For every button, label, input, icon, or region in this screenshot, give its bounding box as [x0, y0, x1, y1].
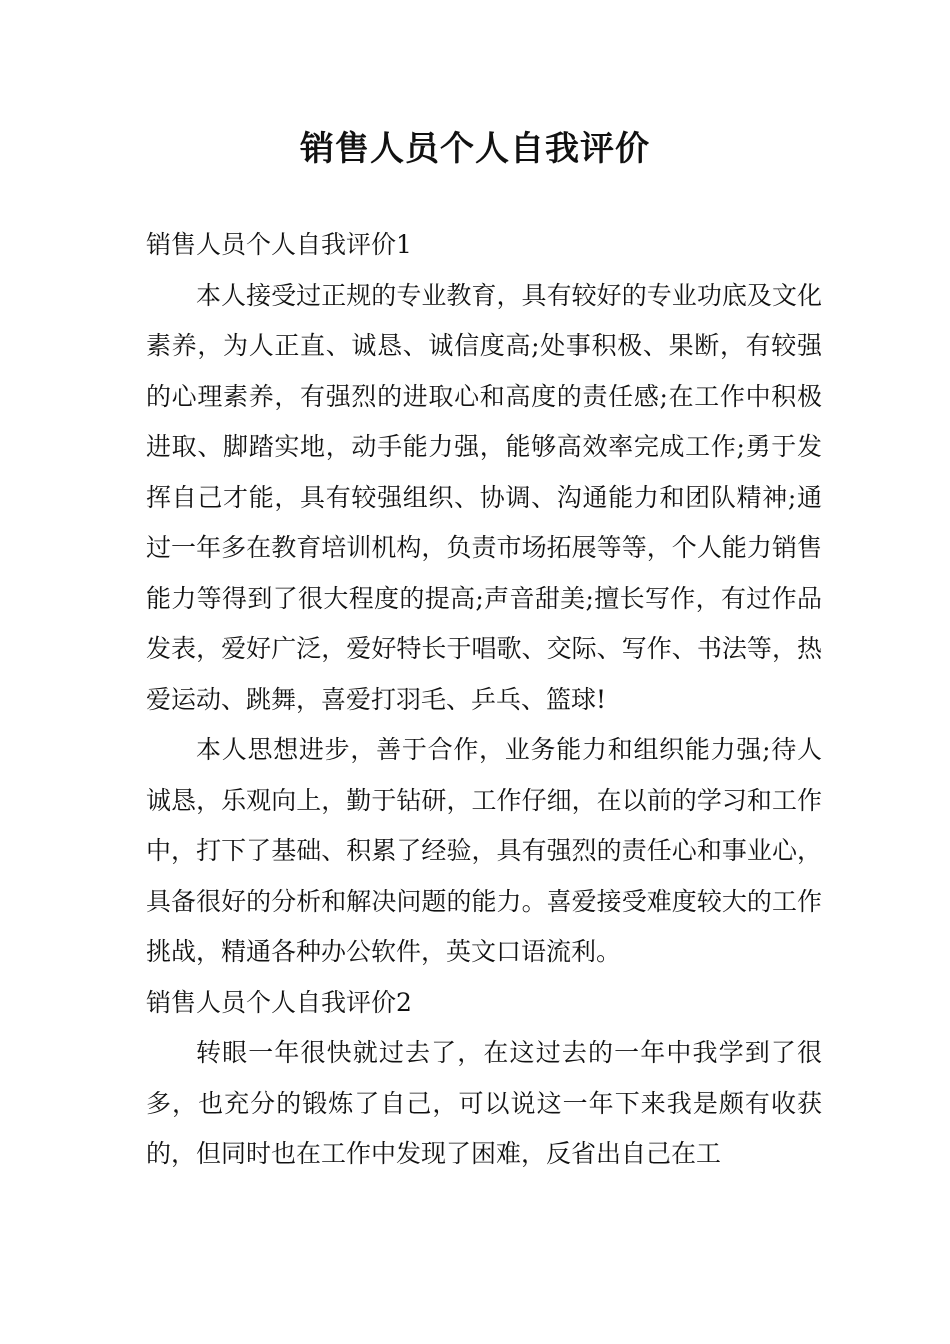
section-1-paragraph-2: 本人思想进步，善于合作，业务能力和组织能力强;待人诚恳，乐观向上，勤于钻研，工作仔细，在以前的学习和工作中，打下了基础、积累了经验，具有强烈的责任心和事业心，具备很好的分析和解决问题的能力。喜爱接受难度较大的工作挑战，精通各种办公软件，英文口语流利。 [146, 735, 822, 966]
document-title: 销售人员个人自我评价 [300, 129, 650, 169]
section-heading-2: 销售人员个人自我评价2 [146, 987, 412, 1017]
document-body [146, 220, 822, 1180]
section-1-paragraph-1: 本人接受过正规的专业教育，具有较好的专业功底及文化素养，为人正直、诚恳、诚信度高;处事积极、果断，有较强的心理素养，有强烈的进取心和高度的责任感;在工作中积极进取、脚踏实地，动手能力强，能够高效率完成工作;勇于发挥自己才能，具有较强组织、协调、沟通能力和团队精神;通过一年多在教育培训机构，负责市场拓展等等，个人能力销售能力等得到了很大程度的提高;声音甜美;擅长写作，有过作品发表，爱好广泛，爱好特长于唱歌、交际、写作、书法等，热爱运动、跳舞，喜爱打羽毛、乒乓、篮球! [146, 280, 822, 714]
section-heading-1: 销售人员个人自我评价1 [146, 230, 412, 259]
section-2-paragraph-1: 转眼一年很快就过去了，在这过去的一年中我学到了很多，也充分的锻炼了自己，可以说这一年下来我是颇有收获的，但同时也在工作中发现了困难，反省出自己在工 [146, 1038, 822, 1168]
